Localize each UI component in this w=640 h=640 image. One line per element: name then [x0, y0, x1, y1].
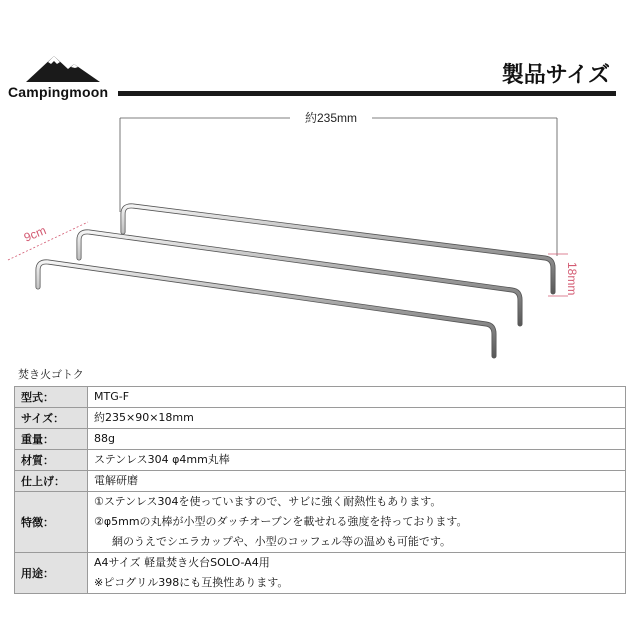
spec-line: 網のうえでシエラカップや、小型のコッフェル等の温めも可能です。	[112, 535, 452, 548]
spec-value	[88, 429, 626, 450]
spec-table	[14, 386, 626, 594]
page-title: 製品サイズ	[501, 63, 610, 88]
spec-label: サイズ：	[15, 408, 88, 429]
width-label: 9cm	[21, 223, 49, 245]
spec-line: ②φ5mmの丸棒が小型のダッチオーブンを載せれる強度を持っております。	[94, 515, 468, 528]
spec-label: 仕上げ：	[15, 471, 88, 492]
table-row	[15, 471, 626, 492]
spec-label: 材質：	[15, 450, 88, 471]
spec-label: 特徴：	[15, 492, 88, 553]
table-row	[15, 387, 626, 408]
table-row	[15, 429, 626, 450]
spec-line: 約235×90×18mm	[94, 411, 194, 424]
spec-line: 88g	[94, 432, 115, 445]
product-diagram	[0, 100, 640, 365]
spec-value	[88, 492, 626, 553]
spec-line: A4サイズ 軽量焚き火台SOLO-A4用	[94, 556, 270, 569]
spec-line: ①ステンレス304を使っていますので、サビに強く耐熱性もあります。	[94, 495, 442, 508]
spec-value	[88, 553, 626, 594]
spec-line: 電解研磨	[94, 474, 138, 487]
table-row	[15, 408, 626, 429]
brand-name: Campingmoon	[8, 84, 109, 100]
spec-line: ステンレス304 φ4mm丸棒	[94, 453, 230, 466]
spec-label: 用途：	[15, 553, 88, 594]
spec-value	[88, 387, 626, 408]
table-row	[15, 492, 626, 553]
width-dimension	[8, 222, 88, 260]
spec-label: 型式：	[15, 387, 88, 408]
spec-value	[88, 471, 626, 492]
spec-line: MTG-F	[94, 390, 130, 403]
spec-value	[88, 450, 626, 471]
spec-label: 重量：	[15, 429, 88, 450]
product-caption: 焚き火ゴトク	[18, 368, 84, 381]
table-row	[15, 553, 626, 594]
spec-line: ※ピコグリル398にも互換性あります。	[94, 576, 289, 589]
header-divider	[118, 91, 616, 96]
table-row	[15, 450, 626, 471]
trivet-rods	[38, 206, 553, 356]
spec-value	[88, 408, 626, 429]
height-label: 18mm	[565, 262, 579, 296]
length-label: 約235mm	[304, 111, 358, 125]
